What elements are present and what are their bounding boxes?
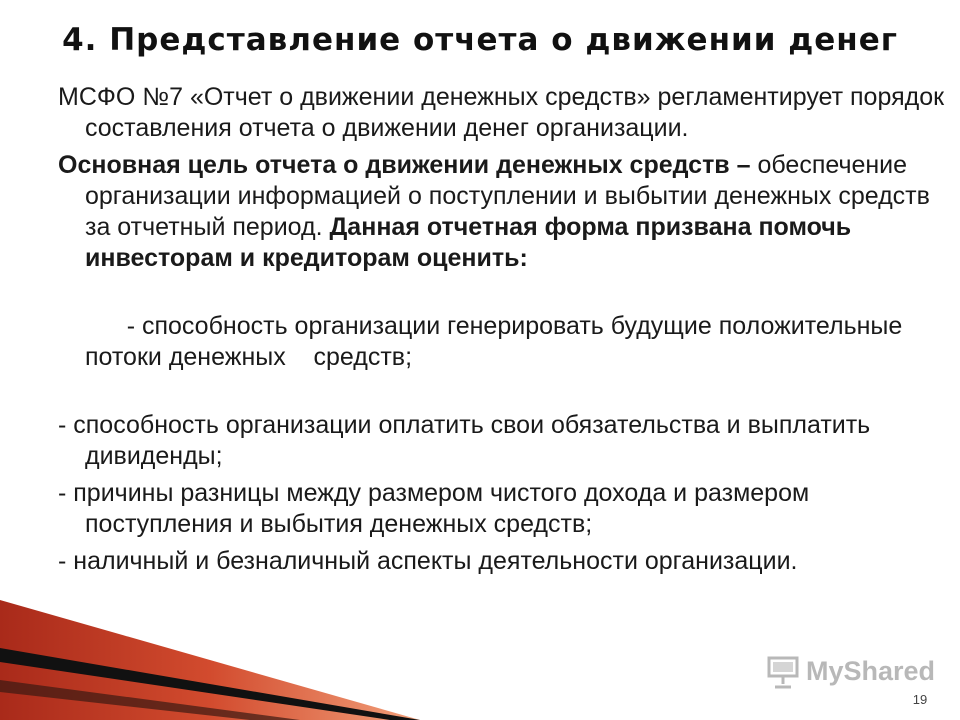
paragraph-text: - причины разницы между размером чистого дохода и размером поступления и выбытия денежных средств; xyxy=(58,479,810,538)
paragraph-text: - наличный и безналичный аспекты деятельности организации. xyxy=(58,547,798,575)
paragraph-text-bold: Основная цель отчета о движении денежных средств – xyxy=(58,151,758,179)
paragraph-text: - способность организации оплатить свои обязательства и выплатить дивиденды; xyxy=(58,411,871,470)
paragraph xyxy=(58,82,948,144)
paragraph xyxy=(58,150,948,274)
slide-body xyxy=(58,82,948,583)
paragraph xyxy=(58,546,948,577)
paragraph-text: обеспечение организации информацией о поступлении и выбытии денежных средств за отчетный период. xyxy=(85,151,930,241)
paragraph xyxy=(58,478,948,540)
paragraph xyxy=(58,280,948,404)
myshared-logo xyxy=(766,650,936,694)
corner-decoration xyxy=(0,600,420,720)
presentation-board-icon xyxy=(766,654,802,690)
paragraph-text-bold: Данная отчетная форма призвана помочь инвесторам и кредиторам оценить: xyxy=(85,213,852,272)
slide-title: 4. Представление отчета о движении денег xyxy=(62,22,898,58)
page-number: 19 xyxy=(912,692,928,707)
paragraph-text: - способность организации генерировать будущие положительные потоки денежных средств; xyxy=(85,312,910,371)
logo-text: MyShared xyxy=(806,656,936,686)
paragraph-text: МСФО №7 «Отчет о движении денежных средств» регламентирует порядок составления отчета о движении денег организации. xyxy=(58,83,945,142)
paragraph xyxy=(58,410,948,472)
